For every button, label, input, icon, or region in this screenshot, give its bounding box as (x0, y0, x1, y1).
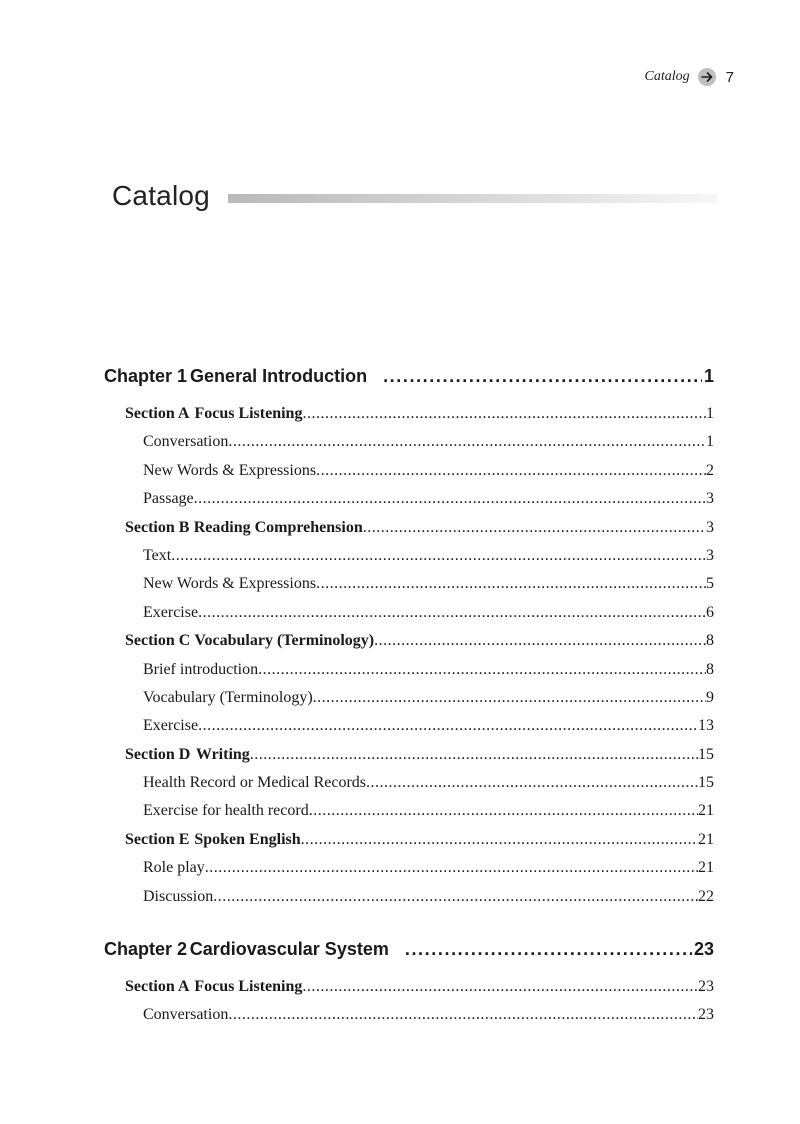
item-title: Passage (143, 490, 194, 508)
page-title: Catalog (112, 180, 210, 211)
dot-leader (309, 797, 698, 825)
item-title: Discussion (143, 887, 214, 905)
section-label: Section E (125, 830, 190, 848)
dot-leader (302, 400, 706, 428)
toc-section[interactable] (104, 400, 714, 428)
item-page: 1 (706, 433, 714, 451)
toc-section[interactable] (104, 973, 714, 1001)
chapter-label: Chapter 2 (104, 939, 188, 960)
dot-leader (316, 457, 706, 485)
item-page: 21 (698, 802, 714, 820)
item-page: 15 (698, 774, 714, 792)
item-title: Text (143, 546, 172, 564)
section-title: Spoken English (194, 830, 301, 848)
toc-section[interactable] (104, 627, 714, 655)
toc-item[interactable] (104, 542, 714, 570)
toc-chapter-2[interactable] (104, 939, 714, 963)
table-of-contents (104, 366, 714, 1030)
dot-leader (313, 684, 706, 712)
section-label: Section C (125, 632, 191, 650)
item-page: 3 (706, 546, 714, 564)
toc-item[interactable] (104, 485, 714, 513)
section-title: Writing (195, 745, 250, 763)
toc-chapter-1[interactable] (104, 366, 714, 390)
heading-decorative-bar (228, 194, 718, 203)
item-title: Exercise (143, 717, 199, 735)
dot-leader (374, 627, 706, 655)
dot-leader (301, 826, 698, 854)
running-head (645, 68, 734, 86)
toc-section[interactable] (104, 514, 714, 542)
catalog-heading (112, 180, 210, 212)
toc-item[interactable] (104, 599, 714, 627)
section-label: Section A (125, 978, 190, 996)
dot-leader (198, 712, 698, 740)
dot-leader (383, 366, 702, 387)
item-title: Conversation (143, 433, 229, 451)
toc-item[interactable] (104, 656, 714, 684)
section-page: 1 (706, 405, 714, 422)
item-page: 21 (698, 859, 714, 877)
dot-leader (363, 514, 706, 542)
section-page: 21 (698, 830, 714, 848)
item-page: 6 (706, 603, 714, 621)
dot-leader (405, 939, 692, 960)
item-title: Conversation (143, 1006, 229, 1024)
chapter-page: 1 (703, 366, 714, 386)
dot-leader (194, 485, 706, 513)
toc-section[interactable] (104, 741, 714, 769)
item-page: 9 (706, 688, 714, 706)
toc-item[interactable] (104, 854, 714, 882)
section-label: Section B (125, 518, 190, 536)
section-page: 3 (706, 518, 714, 536)
toc-item[interactable] (104, 797, 714, 825)
section-page: 23 (698, 978, 714, 996)
toc-item[interactable] (104, 769, 714, 797)
toc-section[interactable] (104, 826, 714, 854)
section-title: Vocabulary (Terminology) (194, 632, 375, 650)
toc-item[interactable] (104, 883, 714, 911)
item-page: 23 (698, 1006, 714, 1024)
dot-leader (228, 1001, 698, 1029)
dot-leader (228, 428, 706, 456)
item-title: Role play (143, 859, 205, 877)
item-page: 5 (706, 575, 714, 593)
item-page: 8 (706, 660, 714, 678)
toc-item[interactable] (104, 1001, 714, 1029)
chapter-page: 23 (693, 939, 714, 960)
dot-leader (198, 599, 706, 627)
section-page: 8 (706, 632, 714, 650)
section-label: Section A (125, 405, 190, 422)
dot-leader (258, 656, 706, 684)
arrow-right-circle-icon (698, 68, 716, 86)
item-page: 3 (706, 490, 714, 508)
dot-leader (302, 973, 698, 1001)
item-page: 13 (698, 717, 714, 735)
running-head-title: Catalog (644, 69, 690, 84)
dot-leader (205, 854, 698, 882)
section-page: 15 (698, 745, 714, 763)
page-number: 7 (725, 68, 734, 86)
item-title: Health Record or Medical Records (143, 774, 367, 792)
item-title: Brief introduction (143, 660, 259, 678)
toc-item[interactable] (104, 712, 714, 740)
item-title: New Words & Expressions (143, 575, 317, 593)
item-page: 22 (698, 887, 714, 905)
item-title: Exercise for health record (143, 802, 309, 820)
chapter-title: Cardiovascular System (189, 939, 389, 960)
item-title: Vocabulary (Terminology) (143, 688, 313, 706)
dot-leader (250, 741, 698, 769)
section-label: Section D (125, 745, 191, 763)
section-title: Focus Listening (194, 405, 303, 422)
section-title: Reading Comprehension (193, 518, 363, 536)
item-title: Exercise (143, 603, 199, 621)
dot-leader (213, 883, 698, 911)
section-title: Focus Listening (194, 978, 303, 996)
dot-leader (366, 769, 698, 797)
toc-item[interactable] (104, 684, 714, 712)
dot-leader (171, 542, 706, 570)
dot-leader (316, 570, 706, 598)
chapter-title: General Introduction (190, 366, 368, 386)
toc-item[interactable] (104, 570, 714, 598)
chapter-label: Chapter 1 (104, 366, 188, 386)
item-page: 2 (706, 461, 714, 479)
item-title: New Words & Expressions (143, 461, 317, 479)
toc-item[interactable] (104, 428, 714, 456)
toc-item[interactable] (104, 457, 714, 485)
